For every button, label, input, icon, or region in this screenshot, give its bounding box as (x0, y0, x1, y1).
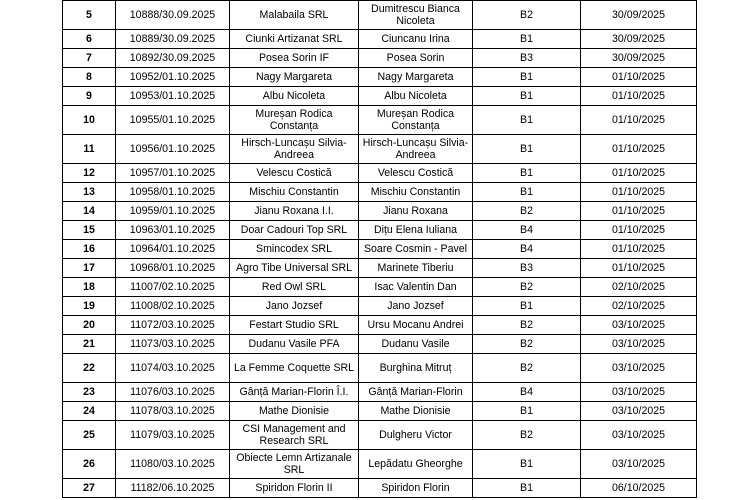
row-number: 8 (63, 68, 116, 87)
registration-number: 10957/01.10.2025 (116, 164, 230, 183)
category: B1 (473, 450, 581, 479)
person-name: Spiridon Florin (359, 479, 473, 498)
company-name: Red Owl SRL (230, 278, 359, 297)
date: 03/10/2025 (581, 354, 697, 383)
registration-number: 10892/30.09.2025 (116, 49, 230, 68)
person-name: Burghina Mitruț (359, 354, 473, 383)
registration-number: 11080/03.10.2025 (116, 450, 230, 479)
row-number: 11 (63, 135, 116, 164)
table-row (63, 202, 697, 221)
table-row (63, 106, 697, 135)
date: 01/10/2025 (581, 183, 697, 202)
category: B1 (473, 402, 581, 421)
person-name: Marinete Tiberiu (359, 259, 473, 278)
date: 30/09/2025 (581, 30, 697, 49)
table-row (63, 30, 697, 49)
table-row (63, 68, 697, 87)
company-name: Nagy Margareta (230, 68, 359, 87)
person-name: Dițu Elena Iuliana (359, 221, 473, 240)
company-name: Mureșan Rodica Constanța (230, 106, 359, 135)
person-name: Hirsch-Luncașu Silvia-Andreea (359, 135, 473, 164)
row-number: 7 (63, 49, 116, 68)
category: B1 (473, 135, 581, 164)
category: B1 (473, 479, 581, 498)
category: B1 (473, 297, 581, 316)
person-name: Mureșan Rodica Constanța (359, 106, 473, 135)
registration-number: 11008/02.10.2025 (116, 297, 230, 316)
company-name: Jano Jozsef (230, 297, 359, 316)
registration-number: 10958/01.10.2025 (116, 183, 230, 202)
person-name: Dudanu Vasile (359, 335, 473, 354)
person-name: Mischiu Constantin (359, 183, 473, 202)
date: 01/10/2025 (581, 221, 697, 240)
company-name: Ciunki Artizanat SRL (230, 30, 359, 49)
category: B2 (473, 335, 581, 354)
company-name: La Femme Coquette SRL (230, 354, 359, 383)
row-number: 23 (63, 383, 116, 402)
category: B1 (473, 68, 581, 87)
table-row (63, 421, 697, 450)
registration-number: 10955/01.10.2025 (116, 106, 230, 135)
person-name: Soare Cosmin - Pavel (359, 240, 473, 259)
row-number: 9 (63, 87, 116, 106)
row-number: 21 (63, 335, 116, 354)
registration-number: 11079/03.10.2025 (116, 421, 230, 450)
table-row (63, 450, 697, 479)
person-name: Nagy Margareta (359, 68, 473, 87)
registration-number: 10964/01.10.2025 (116, 240, 230, 259)
company-name: Spiridon Florin II (230, 479, 359, 498)
category: B2 (473, 421, 581, 450)
category: B1 (473, 183, 581, 202)
company-name: Obiecte Lemn Artizanale SRL (230, 450, 359, 479)
row-number: 19 (63, 297, 116, 316)
company-name: Malabaila SRL (230, 1, 359, 30)
row-number: 5 (63, 1, 116, 30)
category: B2 (473, 354, 581, 383)
category: B1 (473, 106, 581, 135)
company-name: Albu Nicoleta (230, 87, 359, 106)
person-name: Velescu Costică (359, 164, 473, 183)
date: 03/10/2025 (581, 450, 697, 479)
category: B1 (473, 164, 581, 183)
registration-number: 11074/03.10.2025 (116, 354, 230, 383)
person-name: Dulgheru Victor (359, 421, 473, 450)
row-number: 12 (63, 164, 116, 183)
registration-number: 10968/01.10.2025 (116, 259, 230, 278)
category: B2 (473, 316, 581, 335)
category: B4 (473, 383, 581, 402)
table-row (63, 354, 697, 383)
table-row (63, 316, 697, 335)
company-name: Smincodex SRL (230, 240, 359, 259)
date: 30/09/2025 (581, 1, 697, 30)
company-name: Festart Studio SRL (230, 316, 359, 335)
table-row (63, 240, 697, 259)
person-name: Posea Sorin (359, 49, 473, 68)
date: 03/10/2025 (581, 316, 697, 335)
registration-number: 10888/30.09.2025 (116, 1, 230, 30)
date: 01/10/2025 (581, 87, 697, 106)
row-number: 10 (63, 106, 116, 135)
company-name: Agro Tibe Universal SRL (230, 259, 359, 278)
row-number: 18 (63, 278, 116, 297)
category: B3 (473, 49, 581, 68)
row-number: 15 (63, 221, 116, 240)
table-row (63, 259, 697, 278)
registration-number: 11182/06.10.2025 (116, 479, 230, 498)
category: B4 (473, 221, 581, 240)
date: 06/10/2025 (581, 479, 697, 498)
date: 01/10/2025 (581, 202, 697, 221)
row-number: 22 (63, 354, 116, 383)
table-row (63, 335, 697, 354)
registration-number: 10963/01.10.2025 (116, 221, 230, 240)
person-name: Dumitrescu Bianca Nicoleta (359, 1, 473, 30)
table-row (63, 135, 697, 164)
table-row (63, 164, 697, 183)
company-name: Jianu Roxana I.I. (230, 202, 359, 221)
table-row (63, 183, 697, 202)
person-name: Ursu Mocanu Andrei (359, 316, 473, 335)
row-number: 16 (63, 240, 116, 259)
person-name: Albu Nicoleta (359, 87, 473, 106)
person-name: Isac Valentin Dan (359, 278, 473, 297)
table-row (63, 479, 697, 498)
company-name: Mischiu Constantin (230, 183, 359, 202)
row-number: 24 (63, 402, 116, 421)
date: 02/10/2025 (581, 278, 697, 297)
company-name: Mathe Dionisie (230, 402, 359, 421)
row-number: 6 (63, 30, 116, 49)
table-row (63, 87, 697, 106)
date: 01/10/2025 (581, 164, 697, 183)
registration-number: 10959/01.10.2025 (116, 202, 230, 221)
date: 01/10/2025 (581, 240, 697, 259)
registration-number: 11007/02.10.2025 (116, 278, 230, 297)
table-row (63, 1, 697, 30)
table-row (63, 221, 697, 240)
category: B2 (473, 1, 581, 30)
person-name: Mathe Dionisie (359, 402, 473, 421)
category: B3 (473, 259, 581, 278)
category: B2 (473, 202, 581, 221)
date: 03/10/2025 (581, 402, 697, 421)
person-name: Lepădatu Gheorghe (359, 450, 473, 479)
company-name: Hirsch-Luncașu Silvia-Andreea (230, 135, 359, 164)
date: 03/10/2025 (581, 383, 697, 402)
company-name: Velescu Costică (230, 164, 359, 183)
row-number: 17 (63, 259, 116, 278)
company-name: Gânță Marian-Florin Î.I. (230, 383, 359, 402)
registration-number: 11076/03.10.2025 (116, 383, 230, 402)
row-number: 27 (63, 479, 116, 498)
row-number: 14 (63, 202, 116, 221)
registration-number: 10953/01.10.2025 (116, 87, 230, 106)
category: B1 (473, 87, 581, 106)
company-name: Doar Cadouri Top SRL (230, 221, 359, 240)
registration-number: 10889/30.09.2025 (116, 30, 230, 49)
person-name: Gânță Marian-Florin (359, 383, 473, 402)
table-row (63, 49, 697, 68)
date: 01/10/2025 (581, 68, 697, 87)
category: B4 (473, 240, 581, 259)
table-row (63, 383, 697, 402)
registration-number: 11073/03.10.2025 (116, 335, 230, 354)
registration-number: 11072/03.10.2025 (116, 316, 230, 335)
date: 03/10/2025 (581, 421, 697, 450)
date: 01/10/2025 (581, 259, 697, 278)
company-name: CSI Management and Research SRL (230, 421, 359, 450)
person-name: Jianu Roxana (359, 202, 473, 221)
person-name: Jano Jozsef (359, 297, 473, 316)
row-number: 25 (63, 421, 116, 450)
person-name: Ciuncanu Irina (359, 30, 473, 49)
row-number: 26 (63, 450, 116, 479)
category: B2 (473, 278, 581, 297)
company-name: Posea Sorin IF (230, 49, 359, 68)
applications-table (62, 0, 697, 498)
date: 01/10/2025 (581, 106, 697, 135)
date: 01/10/2025 (581, 135, 697, 164)
registration-number: 10952/01.10.2025 (116, 68, 230, 87)
date: 03/10/2025 (581, 335, 697, 354)
registration-number: 11078/03.10.2025 (116, 402, 230, 421)
row-number: 13 (63, 183, 116, 202)
company-name: Dudanu Vasile PFA (230, 335, 359, 354)
category: B1 (473, 30, 581, 49)
row-number: 20 (63, 316, 116, 335)
date: 30/09/2025 (581, 49, 697, 68)
date: 02/10/2025 (581, 297, 697, 316)
registration-number: 10956/01.10.2025 (116, 135, 230, 164)
table-row (63, 402, 697, 421)
table-row (63, 297, 697, 316)
table-row (63, 278, 697, 297)
